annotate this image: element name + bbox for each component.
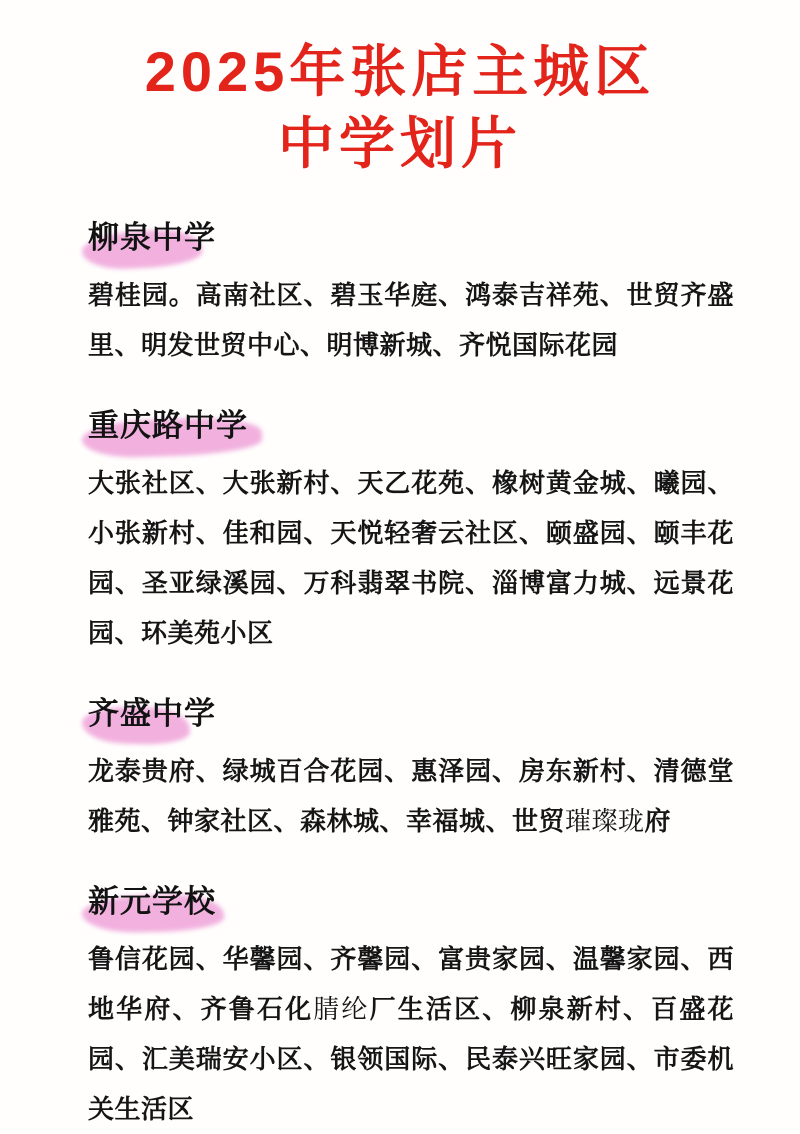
school-heading — [88, 406, 248, 446]
school-heading — [88, 882, 216, 922]
school-name: 新元学校 — [88, 884, 216, 919]
area-text-segment: 璀璨珑 — [565, 806, 645, 836]
area-text-segment: 龙泰贵府、绿城百合花园、惠泽园、房东新村、清德堂雅苑、钟家社区、森林城、幸福城、世贸 — [88, 756, 734, 836]
school-heading — [88, 218, 216, 258]
area-text-segment: 腈纶 — [313, 994, 370, 1024]
section-chongqinglu-middle-school — [88, 370, 734, 658]
area-text-segment: 府 — [644, 806, 672, 836]
areas-paragraph — [88, 458, 734, 658]
areas-paragraph — [88, 270, 734, 370]
section-liuquan-middle-school — [88, 198, 734, 370]
page-title — [0, 0, 800, 180]
area-text-segment: 鲁信花园、华馨园、齐馨园、富贵家园、温馨家园、西地华府、齐鲁石化 — [88, 944, 734, 1024]
area-text-segment: 大张社区、大张新村、天乙花苑、橡树黄金城、曦园、小张新村、佳和园、天悦轻奢云社区、颐盛园、颐丰花园、圣亚绿溪园、万科翡翠书院、淄博富力城、远景花园、环美苑小区 — [88, 468, 734, 648]
area-text-segment: 碧桂园。高南社区、碧玉华庭、鸿泰吉祥苑、世贸齐盛里、明发世贸中心、明博新城、齐悦国际花园 — [88, 280, 734, 360]
areas-paragraph — [88, 934, 734, 1134]
school-name: 柳泉中学 — [88, 220, 216, 255]
title-line-2: 中学划片 — [278, 112, 522, 175]
sections-list — [0, 198, 800, 1134]
school-name: 重庆路中学 — [88, 408, 248, 443]
school-heading — [88, 694, 216, 734]
section-qisheng-middle-school — [88, 658, 734, 846]
title-line-1: 2025年张店主城区 — [144, 40, 656, 103]
areas-paragraph — [88, 746, 734, 846]
area-text-segment: 厂生活区、柳泉新村、百盛花园、汇美瑞安小区、银领国际、民泰兴旺家园、市委机关生活区 — [88, 994, 734, 1124]
section-xinyuan-school — [88, 846, 734, 1134]
school-name: 齐盛中学 — [88, 696, 216, 731]
